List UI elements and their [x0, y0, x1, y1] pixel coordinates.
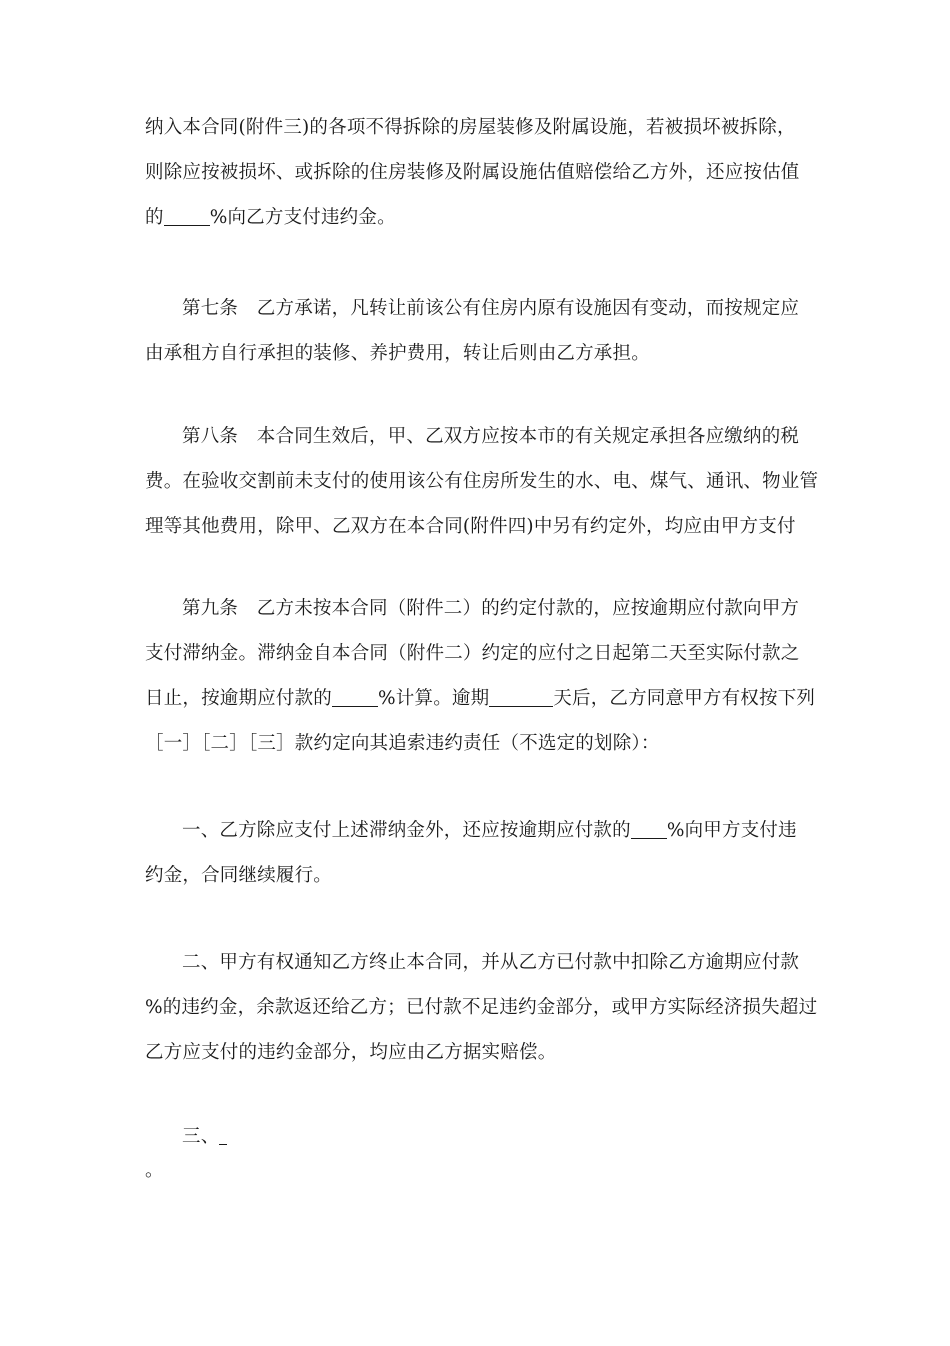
text-line: 则除应按被损坏、或拆除的住房装修及附属设施估值赔偿给乙方外，还应按估值 — [145, 162, 800, 183]
text-line: 第七条 乙方承诺，凡转让前该公有住房内原有设施因有变动，而按规定应 — [182, 298, 800, 319]
text-line: 。 — [145, 1160, 164, 1181]
text-line — [145, 808, 810, 853]
paragraph-article-7 — [145, 286, 810, 376]
text-fragment: 一、乙方除应支付上述滞纳金外，还应按逾期应付款的 — [182, 820, 631, 841]
text-fragment: 三、 — [182, 1126, 220, 1147]
text-fragment: %向甲方支付违 — [666, 820, 797, 841]
fill-in-blank — [164, 207, 210, 226]
paragraph-article-9 — [145, 586, 816, 766]
text-line: 第八条 本合同生效后，甲、乙双方应按本市的有关规定承担各应缴纳的税 — [182, 426, 800, 447]
text-line — [145, 195, 810, 240]
fill-in-blank — [332, 688, 378, 707]
text-fragment: %计算。逾期 — [378, 688, 490, 709]
text-fragment: %向乙方支付违约金。 — [209, 207, 396, 228]
text-line: 费。在验收交割前未支付的使用该公有住房所发生的水、电、煤气、通讯、物业管 — [145, 471, 819, 492]
text-fragment: 日止，按逾期应付款的 — [145, 688, 333, 709]
fill-in-blank — [631, 820, 667, 839]
text-line: 第九条 乙方未按本合同（附件二）的约定付款的，应按逾期应付款向甲方 — [182, 598, 800, 619]
paragraph-article-8 — [145, 414, 819, 549]
text-line: ［一］［二］［三］款约定向其追索违约责任（不选定的划除）： — [145, 733, 660, 754]
text-line: %的违约金，余款返还给乙方；已付款不足违约金部分，或甲方实际经济损失超过 — [145, 997, 818, 1018]
paragraph-article-6-continuation — [145, 105, 810, 240]
text-line — [145, 676, 816, 721]
text-line: 约金，合同继续履行。 — [145, 865, 333, 886]
text-line: 支付滞纳金。滞纳金自本合同（附件二）约定的应付之日起第二天至实际付款之 — [145, 643, 800, 664]
text-line — [145, 1114, 810, 1159]
text-line: 由承租方自行承担的装修、养护费用，转让后则由乙方承担。 — [145, 343, 650, 364]
text-line: 二、甲方有权通知乙方终止本合同，并从乙方已付款中扣除乙方逾期应付款 — [182, 952, 800, 973]
paragraph-clause-1 — [145, 808, 810, 898]
text-fragment: 的 — [145, 207, 164, 228]
fill-in-blank — [219, 1126, 227, 1145]
text-fragment: 天后，乙方同意甲方有权按下列 — [553, 688, 816, 709]
text-line: 理等其他费用，除甲、乙双方在本合同(附件四)中另有约定外，均应由甲方支付 — [145, 516, 796, 537]
text-line: 纳入本合同(附件三)的各项不得拆除的房屋装修及附属设施，若被损坏被拆除， — [145, 117, 796, 138]
paragraph-clause-3 — [145, 1114, 810, 1183]
fill-in-blank — [489, 688, 553, 707]
text-line: 乙方应支付的违约金部分，均应由乙方据实赔偿。 — [145, 1042, 557, 1063]
paragraph-clause-2 — [145, 940, 818, 1075]
